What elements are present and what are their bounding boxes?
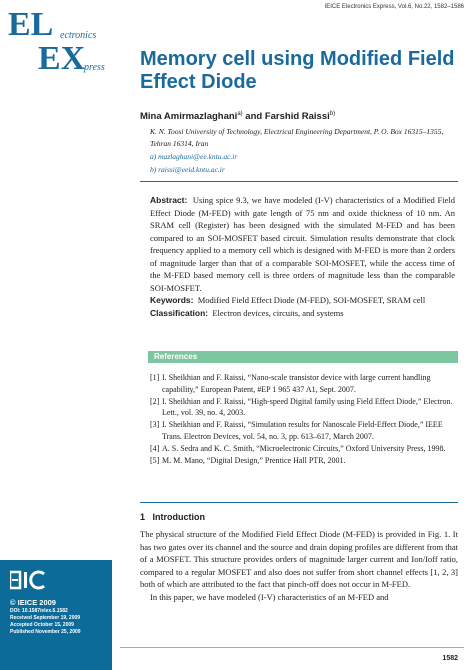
reference-num: [1] [150, 373, 160, 382]
sidebar-footer [0, 560, 112, 670]
keywords-text: Modified Field Effect Diode (M-FED), SOI-MOSFET, SRAM cell [197, 295, 426, 305]
authors-and: and Farshid Raissi [242, 111, 330, 123]
authors [140, 111, 335, 122]
email-a[interactable]: a) mazlaghani@ee.kntu.ac.ir [150, 152, 238, 161]
reference-item [150, 455, 455, 467]
affiliation: K. N. Toosi University of Technology, Electrical Engineering Department, P. O. Box 16315–1355, Tehran 16314, Iran [150, 127, 444, 148]
author-1-sup: a) [237, 111, 243, 117]
classification-label: Classification: [150, 307, 209, 318]
paper-title: Memory cell using Modified Field Effect Diode [140, 48, 455, 93]
keywords-label: Keywords: [150, 295, 194, 305]
received-date: Received September 19, 2009 [10, 615, 81, 621]
logo-el-sub: ectronics [60, 30, 97, 41]
abstract-label: Abstract: [150, 195, 188, 205]
doi: DOI: 10.1587/elex.6.1582 [10, 608, 68, 614]
reference-num: [3] [150, 420, 160, 429]
journal-header: IEICE Electronics Express, Vol.6, No.22, 1582–1586 [324, 4, 464, 10]
divider [140, 181, 458, 182]
copyright: © IEICE 2009 [10, 598, 56, 607]
sidebar [0, 0, 112, 670]
section-number: 1 [140, 512, 146, 522]
logo-ex-sub: press [84, 62, 105, 73]
section-heading [140, 512, 205, 522]
author-1: Mina Amirmazlaghani [140, 111, 238, 123]
reference-text: M. M. Mano, “Digital Design,” Prentice Hall PTR, 2001. [162, 455, 346, 465]
logo-el: EL [8, 6, 54, 43]
reference-item [150, 372, 455, 395]
reference-text: I. Sheikhian and F. Raissi, “Simulation results for Nanoscale Field-Effect Diode,” IEEE Trans. Electron Devices, vol. 54, no. 3, pp. 613–617, March 2007. [162, 420, 443, 441]
classification [150, 307, 455, 320]
abstract [150, 194, 455, 294]
eic-logo-icon [10, 570, 50, 590]
reference-text: I. Sheikhian and F. Raissi, “Nano-scale transistor device with large current handling capability,” European Patent, #EP 1 965 437 A1, Sept. 2007. [162, 373, 431, 394]
classification-text: Electron devices, circuits, and systems [212, 307, 344, 318]
logo-ex: EX [38, 40, 86, 77]
paragraph: The physical structure of the Modified Field Effect Diode (M-FED) is provided in Fig. 1. It has two gates over its channel and the source and drain doping profiles are different from that of a MOSFET. This structure provides orders of magnitude larger current and Ion/Ioff ratio, compared to a regular MOSFET and also does not suffer from short channel effects [1, 2, 3] both of which are attributed to the fact that pinch-off does not occur in M-FED. [140, 529, 459, 589]
reference-item [150, 443, 455, 455]
reference-num: [4] [150, 443, 160, 453]
reference-num: [5] [150, 455, 160, 465]
reference-item [150, 396, 455, 419]
footer-rule [120, 647, 464, 648]
author-2-sup: b) [329, 111, 336, 117]
published-date: Published November 25, 2009 [10, 629, 81, 635]
section-title: Introduction [152, 512, 206, 522]
reference-text: A. S. Sedra and K. C. Smith, “Microelectronic Circuits,” Oxford University Press, 1998. [162, 443, 446, 453]
accepted-date: Accepted October 15, 2009 [10, 622, 74, 628]
reference-text: I. Sheikhian and F. Raissi, “High-speed Digital family using Field Effect Diode,” Electron. Lett., vol. 39, no. 4, 2003. [162, 396, 453, 417]
references-header: References [148, 351, 458, 363]
introduction-body [140, 528, 458, 603]
page-number: 1582 [442, 655, 458, 662]
divider [140, 502, 458, 503]
email-b[interactable]: b) raissi@eeid.kntu.ac.ir [150, 165, 225, 174]
abstract-block [150, 194, 455, 319]
references-list [150, 372, 455, 467]
paragraph: In this paper, we have modeled (I-V) characteristics of an M-FED and [150, 591, 389, 602]
keywords [150, 294, 455, 307]
reference-item [150, 419, 455, 442]
reference-num: [2] [150, 396, 160, 406]
article-meta [10, 608, 81, 636]
abstract-text: Using spice 9.3, we have modeled (I-V) characteristics of a Modified Field Effect Diode (M-FED) with gate length of 75 nm and oxide thickness of 10 nm. An SRAM cell (Register) has been designed with the simulated M-FED and has been compared to an SOI-MOSFET based circuit. Simulation results demonstrate that clock frequency applied to a memory cell which is designed with M-FED is more than 2 orders of magnitude larger than that of a comparable SOI-MOSFET, while the access time of the M-FED based memory cell is three orders of magnitude less than the comparable SOI-MOSFET. [150, 195, 456, 293]
